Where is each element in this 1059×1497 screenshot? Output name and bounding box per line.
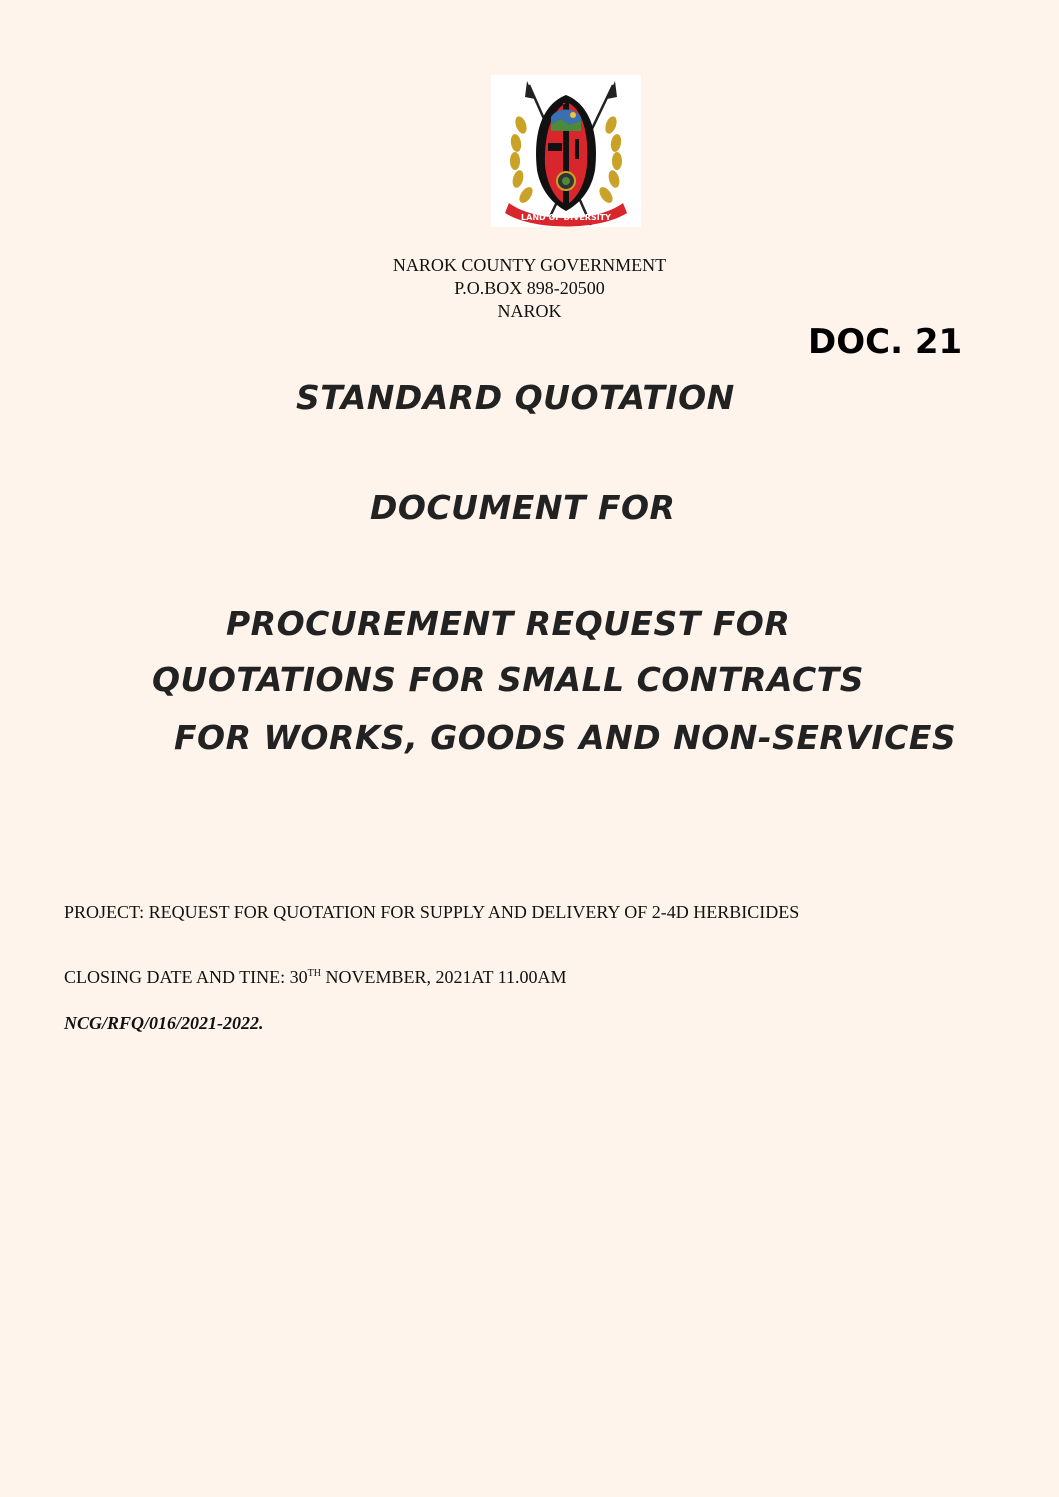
- closing-date-ordinal: TH: [307, 968, 322, 979]
- coat-of-arms-icon: [491, 75, 641, 227]
- title-line-1: STANDARD QUOTATION: [296, 378, 735, 417]
- document-number: DOC. 21: [808, 322, 963, 362]
- closing-date-suffix: NOVEMBER, 2021AT 11.00AM: [321, 967, 567, 987]
- county-address: [0, 254, 1059, 323]
- postal-box: P.O.BOX 898-20500: [454, 278, 605, 298]
- title-line-5: FOR WORKS, GOODS AND NON-SERVICES: [174, 718, 957, 757]
- closing-date: [64, 967, 567, 988]
- closing-date-prefix: CLOSING DATE AND TINE: 30: [64, 967, 308, 987]
- title-line-3: PROCUREMENT REQUEST FOR: [226, 604, 791, 643]
- title-line-2: DOCUMENT FOR: [370, 488, 676, 527]
- title-line-4: QUOTATIONS FOR SMALL CONTRACTS: [152, 660, 864, 699]
- svg-text:LAND OF DIVERSITY: LAND OF DIVERSITY: [521, 213, 611, 222]
- town-name: NAROK: [497, 301, 562, 321]
- county-coat-of-arms: [491, 75, 641, 227]
- project-description: PROJECT: REQUEST FOR QUOTATION FOR SUPPLY AND DELIVERY OF 2-4D HERBICIDES: [64, 902, 800, 922]
- reference-number: NCG/RFQ/016/2021-2022.: [64, 1013, 264, 1033]
- county-name: NAROK COUNTY GOVERNMENT: [392, 255, 667, 275]
